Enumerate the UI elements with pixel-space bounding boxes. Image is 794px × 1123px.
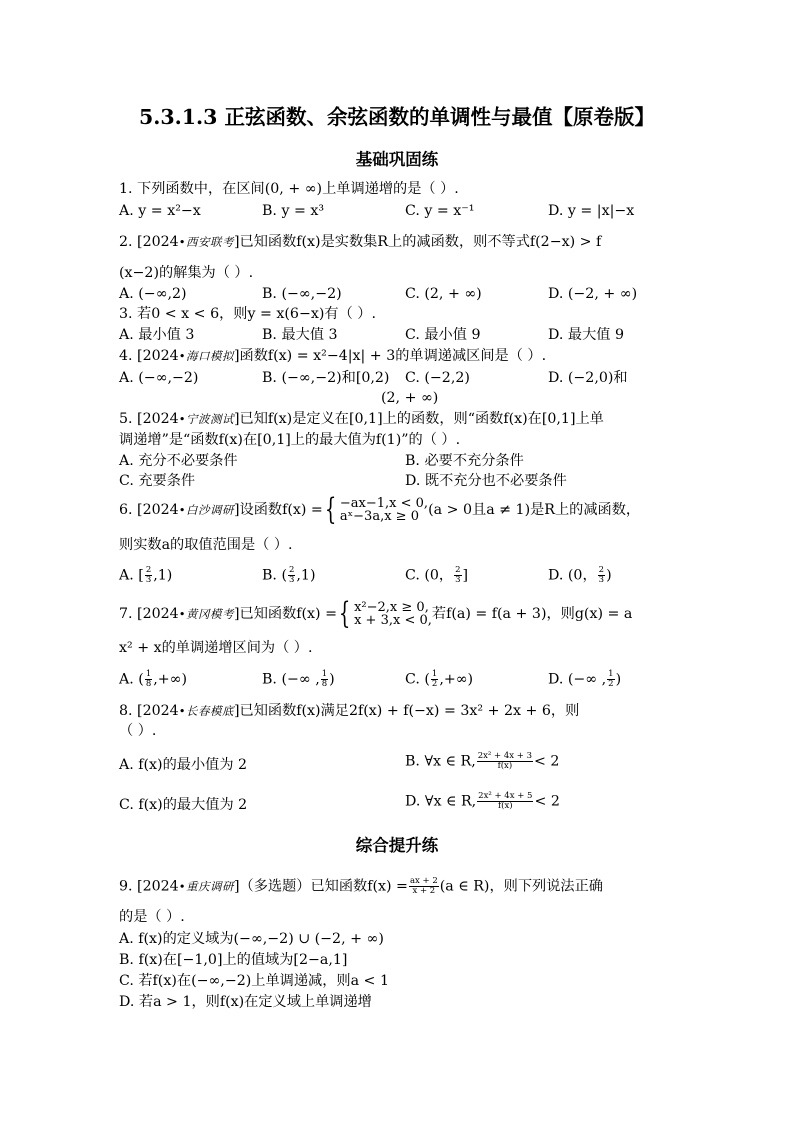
- fraction-numerator: 2: [455, 565, 461, 575]
- q5-stem-line1: [119, 410, 604, 428]
- fraction-numerator: 1: [321, 669, 328, 679]
- q5-option-b: B. 必要不充分条件: [405, 453, 524, 469]
- q7-stem-line2: x² + x的单调递增区间为（ ）.: [119, 640, 313, 656]
- q7-number: 7. [2024: [119, 606, 179, 622]
- q3-option-d: D. 最大值 9: [548, 327, 624, 343]
- fraction-numerator: 2x² + 4x + 3: [477, 751, 533, 761]
- q6-option-b-post: ,1): [296, 567, 316, 584]
- q6-stem-pre: ]设函数f(x) =: [233, 502, 323, 518]
- q9-option-a: A. f(x)的定义域为(−∞,−2) ∪ (−2, + ∞): [119, 931, 384, 947]
- q9-stem-pre: ]（多选题）已知函数f(x) =: [233, 878, 408, 895]
- q4-option-c: C. (−2,2): [405, 370, 470, 386]
- q6-source-tag: •白沙调研: [178, 503, 234, 517]
- q6-case-1: −ax−1,x < 0,: [339, 496, 429, 511]
- q7-option-c: [405, 670, 473, 689]
- q7-option-d-fraction: [607, 670, 614, 689]
- q9-source-tag: •重庆调研: [178, 879, 234, 894]
- q2-number: 2. [2024: [119, 234, 179, 250]
- q7-case-1: x²−2,x ≥ 0,: [354, 600, 429, 615]
- q7-option-d-post: ): [615, 671, 622, 688]
- q1-option-d: D. y = |x|−x: [548, 203, 635, 219]
- fraction-numerator: 1: [431, 669, 438, 679]
- q4-option-d-continued: (2, + ∞): [381, 390, 439, 406]
- q6-option-b-pre: B. (: [262, 567, 287, 584]
- fraction-denominator: 8: [321, 679, 328, 689]
- q2-option-c: C. (2, + ∞): [405, 286, 482, 302]
- q6-option-c-fraction: [454, 566, 461, 585]
- q2-stem-text: ]已知函数f(x)是实数集R上的减函数，则不等式f(2−x) > f: [233, 234, 602, 250]
- q2-option-b: B. (−∞,−2): [262, 286, 342, 302]
- fraction-denominator: 3: [288, 575, 295, 585]
- q7-option-d-pre: D. (−∞ ,: [548, 671, 607, 688]
- q6-option-a-post: ,1): [153, 567, 173, 584]
- q1-option-c: C. y = x⁻¹: [405, 203, 475, 219]
- q9-option-c: C. 若f(x)在(−∞,−2)上单调递减，则a < 1: [119, 973, 389, 989]
- q7-option-a: [119, 670, 187, 689]
- q8-option-b: [405, 752, 559, 771]
- q2-stem-line2: (x−2)的解集为（ ）.: [119, 265, 254, 281]
- q4-stem-text: ]函数f(x) = x²−4|x| + 3的单调递减区间是（ ）.: [233, 348, 547, 364]
- q9-option-b: B. f(x)在[−1,0]上的值域为[2−a,1]: [119, 952, 348, 968]
- q9-number: 9. [2024: [119, 878, 179, 895]
- q7-option-a-post: ,+∞): [153, 671, 187, 688]
- q6-number: 6. [2024: [119, 502, 179, 518]
- q5-number: 5. [2024: [119, 411, 179, 427]
- q4-option-d: D. (−2,0)和: [548, 370, 628, 386]
- fraction-numerator: ax + 2: [409, 876, 438, 886]
- q3-option-c: C. 最小值 9: [405, 327, 481, 343]
- fraction-numerator: 2: [145, 565, 152, 575]
- fraction-numerator: 1: [145, 669, 152, 679]
- q7-option-a-fraction: [145, 670, 152, 689]
- q5-stem-line2: 调递增”是“函数f(x)在[0,1]上的最大值为f(1)”的（ ）.: [119, 432, 461, 448]
- q7-option-c-post: ,+∞): [439, 671, 474, 688]
- q7-option-c-fraction: [431, 670, 438, 689]
- q7-option-a-pre: A. (: [119, 671, 144, 688]
- fraction-denominator: x + 2: [412, 886, 436, 896]
- fraction-denominator: 2: [608, 679, 614, 689]
- q7-case-2: x + 3,x < 0,: [354, 613, 432, 628]
- q7-stem-line1: [119, 597, 632, 633]
- q2-option-d: D. (−2, + ∞): [548, 286, 638, 302]
- q6-option-d-fraction: [598, 566, 605, 585]
- q6-stem-line2: 则实数a的取值范围是（ ）.: [119, 537, 293, 553]
- q8-option-c: C. f(x)的最大值为 2: [119, 797, 248, 813]
- fraction-denominator: f(x): [498, 801, 513, 811]
- fraction-denominator: f(x): [497, 761, 513, 771]
- q5-option-d: D. 既不充分也不必要条件: [405, 473, 567, 489]
- q6-option-a-pre: A. [: [119, 567, 144, 584]
- page-title: 5.3.1.3 正弦函数、余弦函数的单调性与最值【原卷版】: [138, 105, 656, 129]
- q6-piecewise: [340, 497, 428, 523]
- q6-option-c: [405, 566, 468, 585]
- q7-option-b-pre: B. (−∞ ,: [262, 671, 320, 688]
- q2-stem-line1: [119, 233, 601, 251]
- q7-stem-pre: ]已知函数f(x) =: [233, 606, 337, 622]
- q9-stem-post: (a ∈ R)，则下列说法正确: [439, 878, 603, 895]
- q2-option-a: A. (−∞,2): [119, 286, 187, 302]
- q3-option-b: B. 最大值 3: [262, 327, 338, 343]
- q9-stem-line2: 的是（ ）.: [119, 909, 185, 925]
- q3-option-a: A. 最小值 3: [119, 327, 195, 343]
- q8-option-a: A. f(x)的最小值为 2: [119, 757, 248, 773]
- q8-number: 8. [2024: [119, 703, 179, 719]
- q6-option-d: [548, 566, 612, 585]
- fraction-denominator: 2: [431, 679, 438, 689]
- fraction-denominator: 3: [145, 575, 152, 585]
- q5-option-c: C. 充要条件: [119, 473, 196, 489]
- q6-case-2: aˣ−3a,x ≥ 0: [339, 509, 419, 524]
- q8-option-b-pre: B. ∀x ∈ R,: [405, 753, 476, 770]
- q8-option-d-post: < 2: [534, 793, 560, 810]
- q3-stem: 3. 若0 < x < 6，则y = x(6−x)有（ ）.: [119, 306, 376, 322]
- q7-option-b-fraction: [321, 670, 328, 689]
- q6-option-d-pre: D. (0，: [548, 567, 597, 584]
- q8-stem-line1: [119, 702, 579, 720]
- q6-stem-post: (a > 0且a ≠ 1)是R上的减函数，: [428, 502, 641, 518]
- q6-option-c-post: ]: [462, 567, 469, 584]
- q4-number: 4. [2024: [119, 348, 179, 364]
- section-advanced-title: 综合提升练: [355, 836, 439, 855]
- q1-option-a: A. y = x²−x: [119, 203, 201, 219]
- q4-option-b: B. (−∞,−2)和[0,2): [262, 370, 390, 386]
- q7-option-b: [262, 670, 335, 689]
- piecewise-brace-icon: {: [338, 596, 351, 631]
- q9-stem-line1: [119, 877, 603, 896]
- q8-option-d-fraction: [477, 792, 533, 811]
- q8-option-d-pre: D. ∀x ∈ R,: [405, 793, 477, 810]
- q4-stem: [119, 347, 546, 365]
- q6-option-a: [119, 566, 172, 585]
- q5-stem-text: ]已知f(x)是定义在[0,1]上的函数，则“函数f(x)在[0,1]上单: [233, 411, 604, 427]
- fraction-numerator: 1: [608, 669, 614, 679]
- q6-option-d-post: ): [606, 567, 612, 584]
- q8-stem-text: ]已知函数f(x)满足2f(x) + f(−x) = 3x² + 2x + 6，则: [233, 703, 580, 719]
- q8-source-tag: •长春模底: [178, 704, 234, 718]
- q7-stem-post: 若f(a) = f(a + 3)，则g(x) = a: [431, 606, 633, 622]
- q6-option-b: [262, 566, 315, 585]
- q4-option-a: A. (−∞,−2): [119, 370, 199, 386]
- fraction-denominator: 3: [598, 575, 605, 585]
- q1-stem: 1. 下列函数中，在区间(0, + ∞)上单调递增的是（ ）.: [119, 181, 459, 197]
- q7-piecewise: [354, 601, 432, 627]
- q6-option-c-pre: C. (0，: [405, 567, 454, 584]
- q5-source-tag: •宁波测试: [178, 412, 234, 426]
- q7-option-b-post: ): [329, 671, 335, 688]
- q6-option-a-fraction: [145, 566, 152, 585]
- piecewise-brace-icon: {: [324, 492, 337, 527]
- q2-source-tag: •西安联考: [178, 235, 234, 249]
- fraction-numerator: 2: [598, 565, 605, 575]
- q7-option-c-pre: C. (: [405, 671, 430, 688]
- q9-function-fraction: [409, 877, 439, 896]
- fraction-numerator: 2: [288, 565, 295, 575]
- q6-stem-line1: [119, 493, 640, 529]
- q9-option-d: D. 若a > 1，则f(x)在定义域上单调递增: [119, 994, 372, 1010]
- section-basic-title: 基础巩固练: [355, 150, 439, 169]
- q8-option-b-post: < 2: [534, 753, 560, 770]
- q8-option-b-fraction: [477, 752, 533, 771]
- q4-source-tag: •海口模拟: [178, 349, 234, 363]
- fraction-denominator: 8: [145, 679, 152, 689]
- q8-stem-line2: （ ）.: [119, 723, 157, 739]
- q8-option-d: [405, 792, 560, 811]
- fraction-numerator: 2x² + 4x + 5: [478, 791, 533, 801]
- q1-option-b: B. y = x³: [262, 203, 325, 219]
- q5-option-a: A. 充分不必要条件: [119, 453, 238, 469]
- q7-source-tag: •黄冈模考: [178, 607, 234, 621]
- q6-option-b-fraction: [288, 566, 295, 585]
- q7-option-d: [548, 670, 621, 689]
- fraction-denominator: 3: [455, 575, 461, 585]
